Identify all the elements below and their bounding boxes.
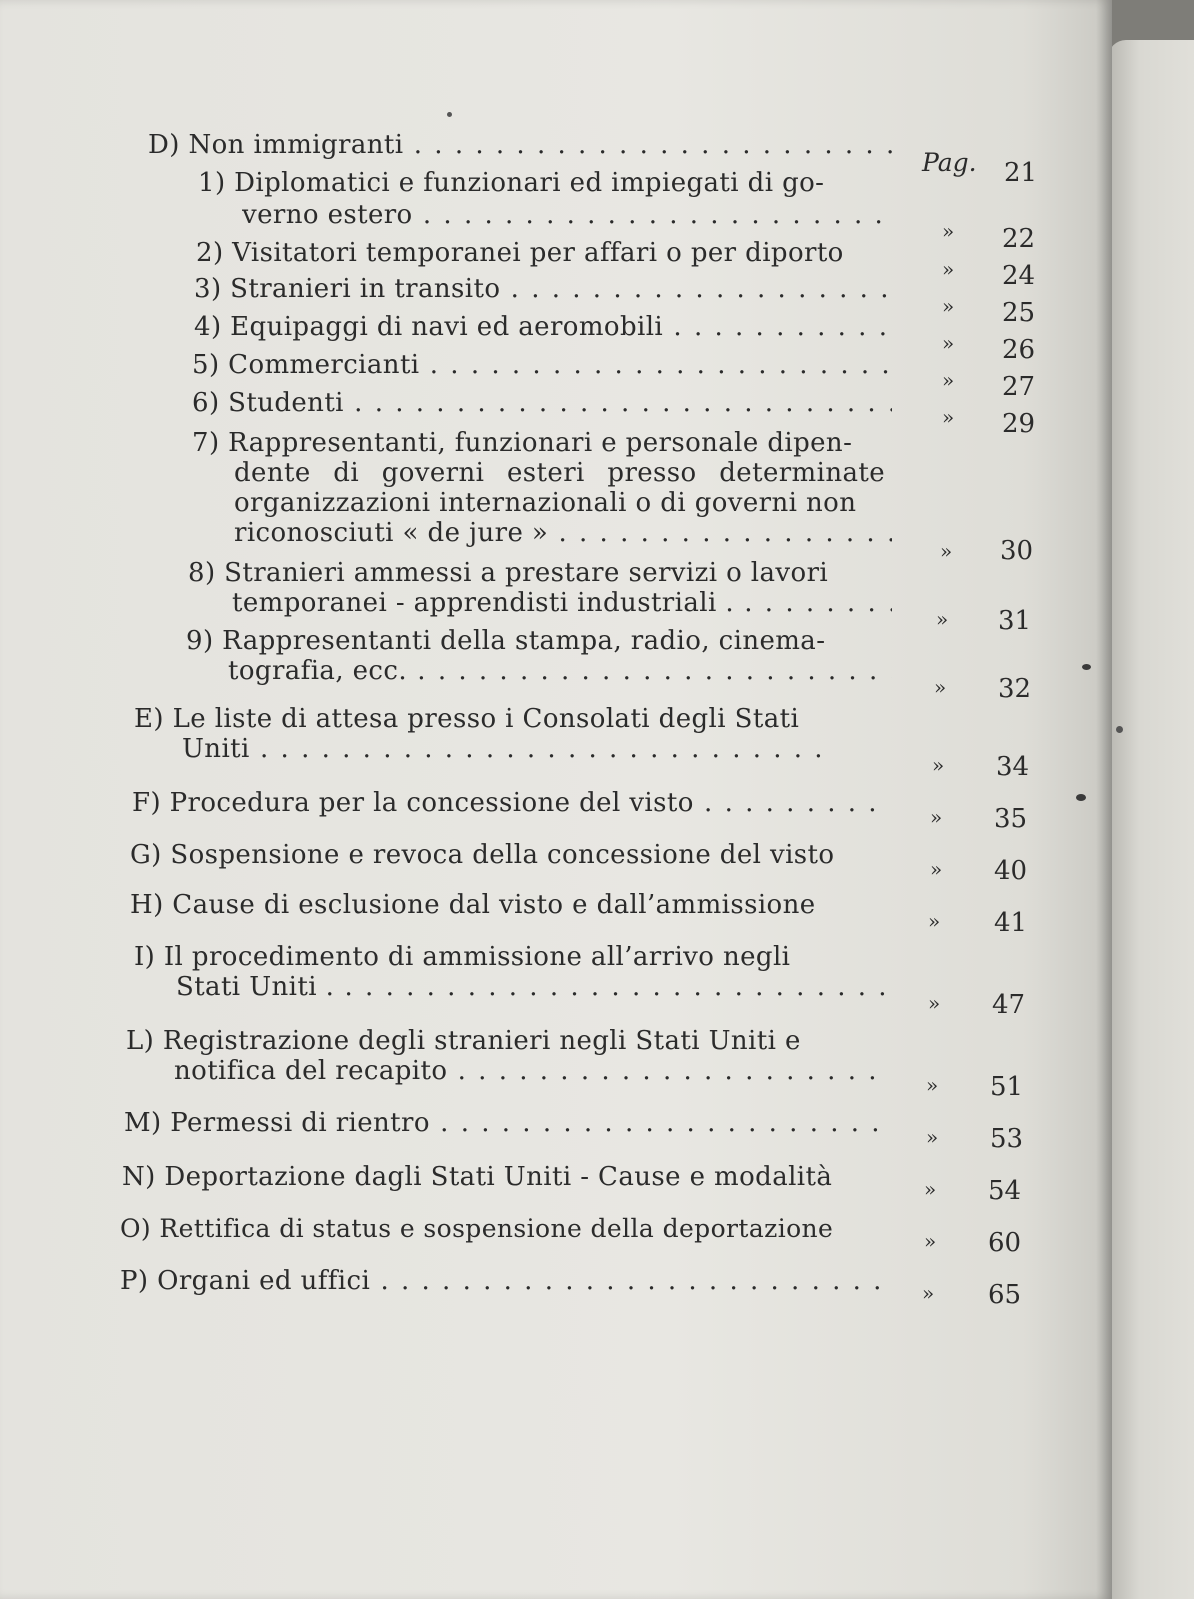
- toc-entry-o-ditto: »: [924, 1229, 937, 1253]
- toc-entry-d7-line-3: organizzazioni internazionali o di governi non: [234, 488, 857, 518]
- toc-entry-d7-line-4: riconosciuti « de jure » . .: [234, 518, 892, 548]
- toc-entry-p-line-1: P) Organi ed uffici . .: [120, 1266, 886, 1296]
- toc-entry-d7-ditto: »: [940, 539, 953, 563]
- toc-entry-h-ditto: »: [928, 909, 941, 933]
- toc-entry-d4-ditto: »: [942, 331, 955, 355]
- toc-entry-e-ditto: »: [932, 753, 945, 777]
- toc-entry-d7-page: 30: [1000, 536, 1034, 566]
- pag-label: Pag.: [922, 148, 977, 177]
- toc-entry-h-page: 41: [994, 908, 1028, 938]
- toc-entry-d5-ditto: »: [942, 368, 955, 392]
- toc-entry-d3-ditto: »: [942, 294, 955, 318]
- toc-entry-l-page: 51: [990, 1072, 1024, 1102]
- toc-entry-d7-line-2: dente di governi esteri presso determinate: [234, 458, 886, 488]
- toc-entry-d6-ditto: »: [942, 405, 955, 429]
- toc-entry-n-line-1: N) Deportazione dagli Stati Uniti - Cause e modalità: [122, 1162, 833, 1192]
- toc-entry-i-ditto: »: [928, 991, 941, 1015]
- toc-entry-o-page: 60: [988, 1228, 1022, 1258]
- toc-entry-d9-ditto: »: [934, 675, 947, 699]
- paper-speck: [1116, 726, 1123, 733]
- toc-entry-h-line-1: H) Cause di esclusione dal visto e dall’ammissione: [130, 890, 816, 920]
- toc-entry-d4-line-1: 4) Equipaggi di navi ed aeromobili . .: [194, 312, 892, 342]
- toc-entry-d2-page: 24: [1002, 261, 1036, 291]
- toc-entry-d3-line-1: 3) Stranieri in transito . .: [194, 274, 892, 304]
- toc-entry-f-ditto: »: [930, 805, 943, 829]
- toc-entry-d8-line-2: temporanei - apprendisti industriali . . .: [232, 588, 892, 618]
- toc-entry-g-ditto: »: [930, 857, 943, 881]
- toc-entry-d4-page: 26: [1002, 335, 1036, 365]
- paper-speck: [447, 112, 452, 117]
- toc-entry-l-line-1: L) Registrazione degli stranieri negli Stati Uniti e: [126, 1026, 801, 1056]
- toc-entry-p-ditto: »: [922, 1281, 935, 1305]
- toc-entry-d9-line-1: 9) Rappresentanti della stampa, radio, cinema-: [186, 626, 826, 656]
- toc-entry-o-line-1: O) Rettifica di status e sospensione della deportazione: [120, 1214, 834, 1243]
- toc-entry-l-ditto: »: [926, 1073, 939, 1097]
- toc-entry-d2-ditto: »: [942, 257, 955, 281]
- toc-entry-m-page: 53: [990, 1124, 1024, 1154]
- adjacent-page-edge: [1108, 40, 1194, 1599]
- toc-entry-d-line-1: D) Non immigranti . .: [148, 130, 893, 160]
- toc-entry-d2-line-1: 2) Visitatori temporanei per affari o per diporto: [196, 238, 844, 268]
- toc-entry-d9-line-2: tografia, ecc. . .: [228, 656, 892, 686]
- toc-entry-d9-page: 32: [998, 674, 1032, 704]
- toc-entry-g-line-1: G) Sospensione e revoca della concessione del visto: [130, 840, 835, 870]
- toc-entry-l-line-2: notifica del recapito . .: [174, 1056, 886, 1086]
- toc-entry-d1-line-2: verno estero . .: [242, 200, 892, 230]
- toc-entry-g-page: 40: [994, 856, 1028, 886]
- toc-entry-d3-page: 25: [1002, 298, 1036, 328]
- toc-entry-d-page: 21: [1004, 158, 1038, 188]
- paper-speck: [1082, 664, 1091, 670]
- toc-entry-d8-line-1: 8) Stranieri ammessi a prestare servizi o lavori: [188, 558, 829, 588]
- toc-entry-d1-page: 22: [1002, 224, 1036, 254]
- toc-entry-m-line-1: M) Permessi di rientro . .: [124, 1108, 886, 1138]
- toc-entry-n-page: 54: [988, 1176, 1022, 1206]
- toc-entry-i-page: 47: [992, 990, 1026, 1020]
- toc-entry-d8-ditto: »: [936, 607, 949, 631]
- toc-entry-e-line-2: Uniti . .: [182, 734, 890, 764]
- toc-entry-m-ditto: »: [926, 1125, 939, 1149]
- toc-entry-d6-line-1: 6) Studenti . .: [192, 388, 892, 418]
- toc-entry-d6-page: 29: [1002, 409, 1036, 439]
- toc-entry-d8-page: 31: [998, 606, 1032, 636]
- toc-entry-d5-page: 27: [1002, 372, 1036, 402]
- toc-entry-d1-ditto: »: [942, 219, 955, 243]
- toc-entry-e-page: 34: [996, 752, 1030, 782]
- toc-entry-p-page: 65: [988, 1280, 1022, 1310]
- toc-entry-d1-line-1: 1) Diplomatici e funzionari ed impiegati di go-: [198, 168, 825, 198]
- toc-entry-d5-line-1: 5) Commercianti . .: [192, 350, 892, 380]
- toc-entry-f-line-1: F) Procedura per la concessione del visto . .: [132, 788, 890, 818]
- paper-speck: [1076, 794, 1086, 801]
- toc-entry-d7-line-1: 7) Rappresentanti, funzionari e personale dipen-: [192, 428, 853, 458]
- toc-entry-i-line-2: Stati Uniti . . .: [176, 972, 888, 1002]
- toc-entry-f-page: 35: [994, 804, 1028, 834]
- toc-entry-n-ditto: »: [924, 1177, 937, 1201]
- toc-entry-i-line-1: I) Il procedimento di ammissione all’arrivo negli: [134, 942, 791, 972]
- toc-entry-e-line-1: E) Le liste di attesa presso i Consolati degli Stati: [134, 704, 800, 734]
